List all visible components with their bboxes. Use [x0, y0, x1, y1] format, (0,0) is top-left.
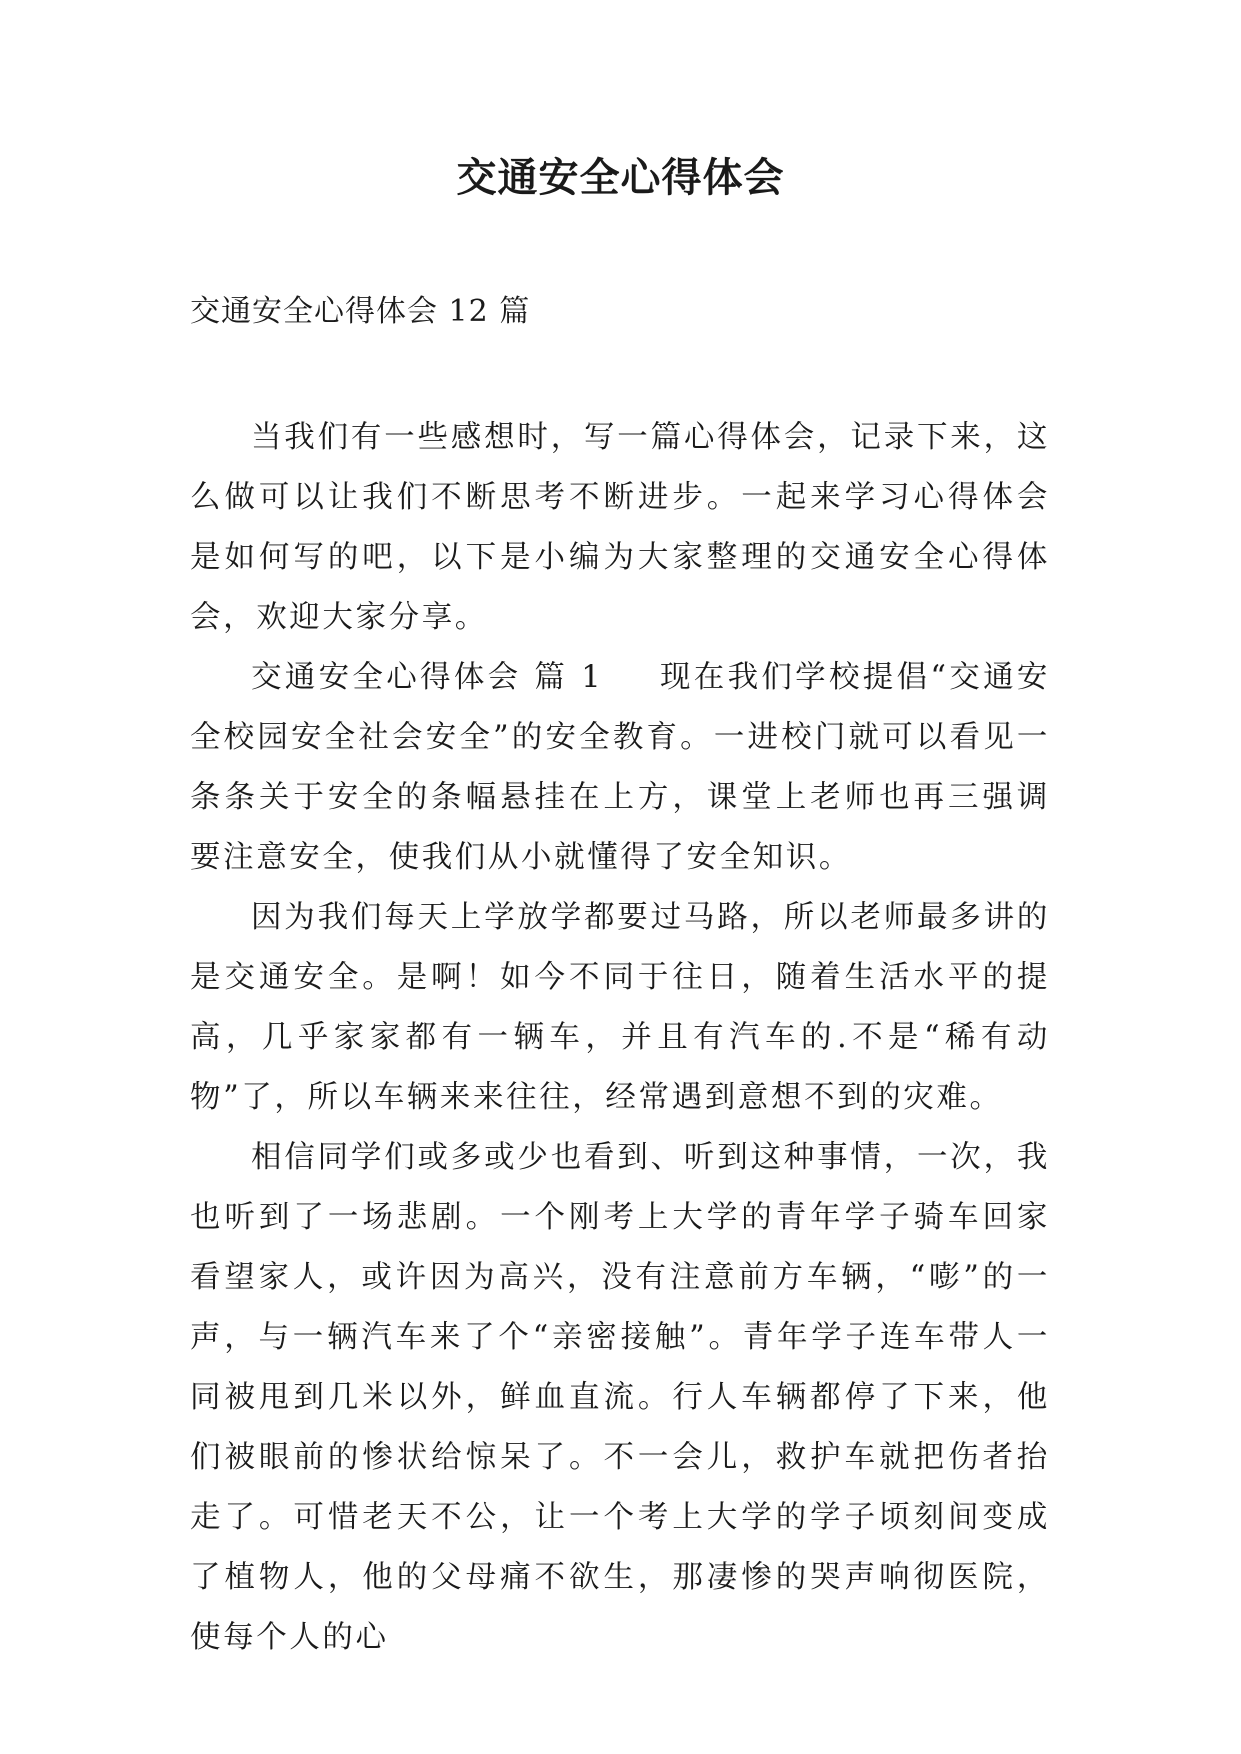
- document-title: 交通安全心得体会: [456, 154, 785, 201]
- document-body: [190, 408, 1050, 1668]
- document-subtitle: 交通安全心得体会 12 篇: [190, 294, 531, 329]
- intro-paragraph: 当我们有一些感想时，写一篇心得体会，记录下来，这么做可以让我们不断思考不断进步。一起来学习心得体会是如何写的吧，以下是小编为大家整理的交通安全心得体会，欢迎大家分享。: [190, 420, 1050, 635]
- body-paragraph-3: 相信同学们或多或少也看到、听到这种事情，一次，我也听到了一场悲剧。一个刚考上大学的青年学子骑车回家看望家人，或许因为高兴，没有注意前方车辆，“嘭”的一声，与一辆汽车来了个“亲密接触”。青年学子连车带人一同被甩到几米以外，鲜血直流。行人车辆都停了下来，他们被眼前的惨状给惊呆了。不一会儿，救护车就把伤者抬走了。可惜老天不公，让一个考上大学的学子顷刻间变成了植物人，他的父母痛不欲生，那凄惨的哭声响彻医院，使每个人的心: [190, 1140, 1050, 1655]
- section-1-heading: 交通安全心得体会 篇 1: [251, 660, 604, 695]
- body-paragraph-2: 因为我们每天上学放学都要过马路，所以老师最多讲的是交通安全。是啊！如今不同于往日，随着生活水平的提高，几乎家家都有一辆车，并且有汽车的.不是“稀有动物”了，所以车辆来来往往，经常遇到意想不到的灾难。: [190, 900, 1050, 1115]
- section-1-text: 现在我们学校提倡“交通安全校园安全社会安全”的安全教育。一进校门就可以看见一条条关于安全的条幅悬挂在上方，课堂上老师也再三强调要注意安全，使我们从小就懂得了安全知识。: [190, 660, 1050, 875]
- section-1-paragraph: [190, 648, 1050, 888]
